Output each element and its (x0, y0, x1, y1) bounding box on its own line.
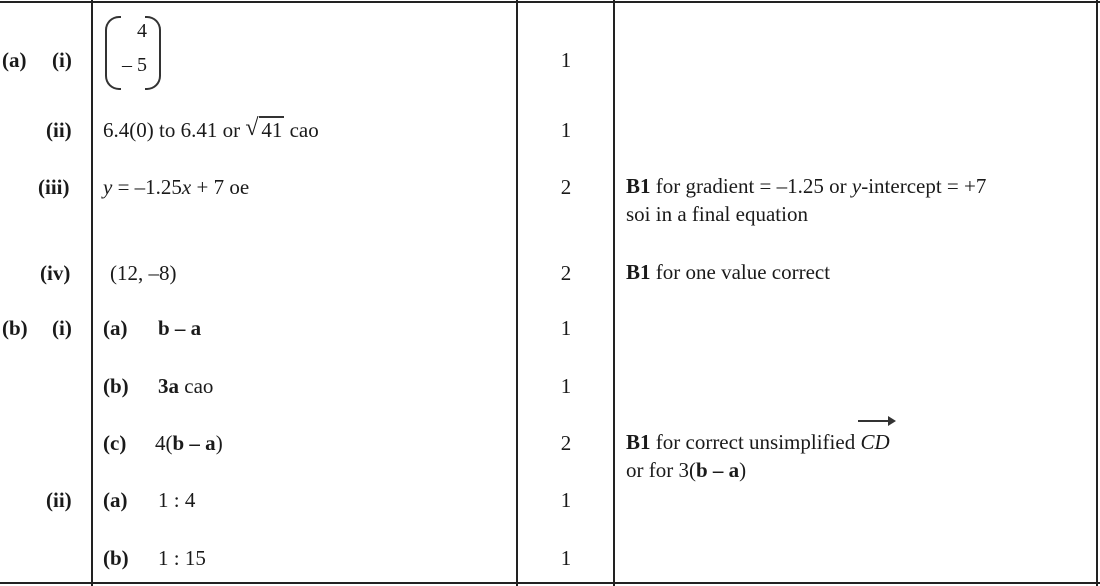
answer-post: ) (215, 431, 223, 455)
vector-bottom-value: – 5 (122, 54, 147, 76)
square-root (245, 115, 284, 142)
left-paren (105, 16, 121, 90)
item-label: (c) (103, 431, 127, 455)
item-label: (b) (103, 546, 129, 570)
table-right-border (1096, 0, 1098, 586)
note-line-2: soi in a final equation (626, 202, 808, 226)
vector-arrow-icon (858, 420, 893, 422)
column-divider-1 (91, 0, 93, 586)
sub-part-label: (ii) (46, 488, 72, 512)
table-bottom-border (0, 582, 1100, 584)
note-line2-pre: or for 3( (626, 458, 696, 482)
vector-label: CD (860, 430, 890, 454)
note-var-y: y (851, 174, 862, 198)
sub-part-label: (i) (52, 48, 72, 72)
item-label: (a) (103, 316, 128, 340)
mark-value: 1 (560, 48, 572, 72)
answer (158, 374, 213, 398)
answer (103, 175, 249, 199)
item-label: (b) (103, 374, 129, 398)
answer: b – a (158, 316, 202, 340)
note-text: for one value correct (650, 260, 831, 284)
var-x: x (181, 175, 192, 199)
answer-pre: 4( (155, 431, 173, 455)
guidance-note (626, 172, 986, 228)
mark-value: 1 (560, 316, 572, 340)
sub-part-label: (iii) (38, 175, 70, 199)
note-text-1: for gradient = –1.25 or (650, 174, 852, 198)
sub-part-label: (i) (52, 316, 72, 340)
answer: (12, –8) (110, 261, 177, 285)
note-line2-bold: b – a (695, 458, 740, 482)
answer-rest: cao (179, 374, 214, 398)
answer-text: 6.4(0) to 6.41 or (103, 118, 246, 142)
item-label: (a) (103, 488, 128, 512)
answer-suffix: cao (284, 118, 319, 142)
answer (155, 431, 223, 455)
mark-value: 1 (560, 488, 572, 512)
answer-bold: b – a (172, 431, 216, 455)
part-label: (b) (2, 316, 28, 340)
sub-part-label: (iv) (40, 261, 71, 285)
answer-end: + 7 oe (191, 175, 250, 199)
mark-value: 2 (560, 431, 572, 455)
guidance-note (626, 258, 830, 286)
b1-code: B1 (626, 430, 651, 454)
table-top-border (0, 1, 1100, 3)
b1-code: B1 (626, 260, 651, 284)
mark-value: 1 (560, 546, 572, 570)
part-label: (a) (2, 48, 27, 72)
sub-part-label: (ii) (46, 118, 72, 142)
column-vector-answer (105, 16, 161, 90)
answer-mid: = –1.25 (112, 175, 182, 199)
radicand: 41 (261, 118, 283, 142)
mark-value: 2 (560, 175, 572, 199)
answer: 1 : 4 (158, 488, 196, 512)
right-paren (145, 16, 161, 90)
radical-sign: √ (245, 115, 259, 141)
b1-code: B1 (626, 174, 651, 198)
guidance-note (626, 428, 890, 484)
vector-cd (860, 428, 889, 456)
answer-bold: 3a (158, 374, 179, 398)
var-y: y (103, 175, 113, 199)
note-text: for correct unsimplified (650, 430, 861, 454)
note-line2-post: ) (739, 458, 747, 482)
mark-value: 1 (560, 118, 572, 142)
answer: 1 : 15 (158, 546, 206, 570)
vector-top-value: 4 (137, 20, 147, 42)
answer (103, 115, 319, 142)
mark-value: 1 (560, 374, 572, 398)
mark-value: 2 (560, 261, 572, 285)
note-text-2: -intercept = +7 (861, 174, 987, 198)
